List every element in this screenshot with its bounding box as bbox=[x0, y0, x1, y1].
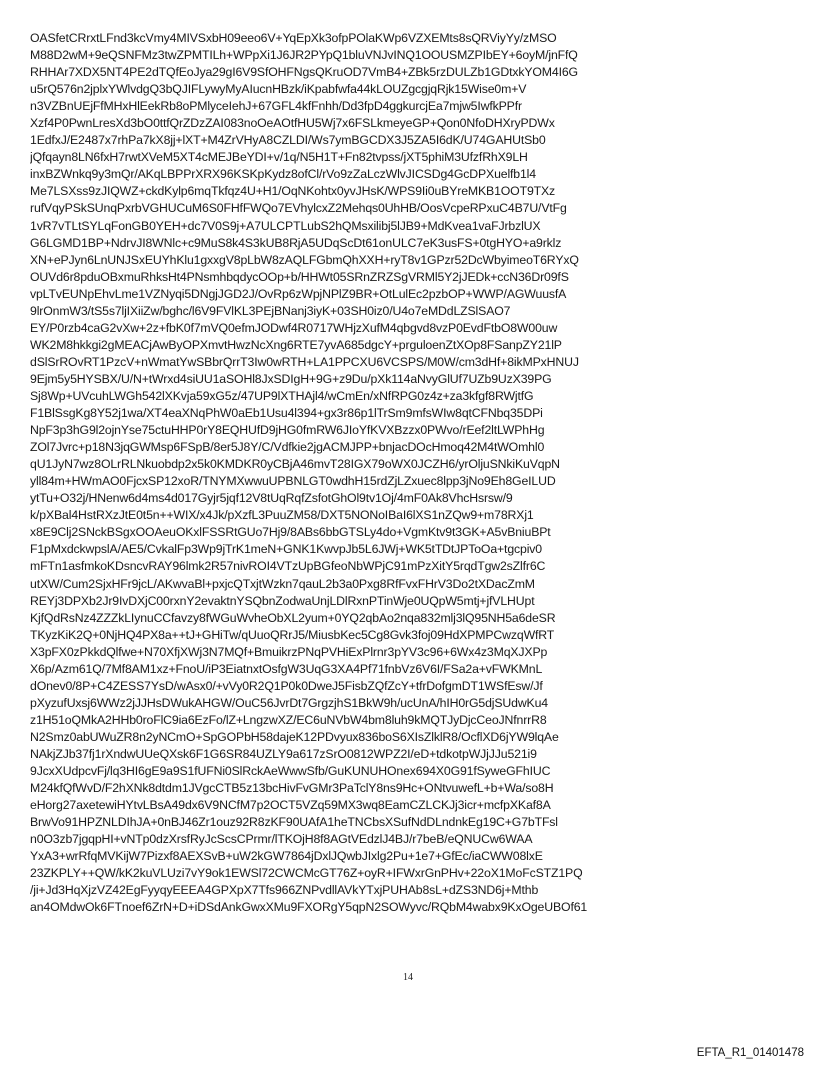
text-line: yll84m+HWmAO0FjcxSP12xoR/TNYMXwwuUPBNLGT0wdhH15rdZjLZxuec8lpp3jNo9Eh8GeILUD bbox=[30, 474, 556, 489]
text-line: N2Smz0abUWuZR8n2yNCmO+SpGOPbH58dajeK12PDvyux836boS6XIsZlklR8/OcflXD6jYW9lqAe bbox=[30, 729, 559, 744]
text-line: TKyzKiK2Q+0NjHQ4PX8a++tJ+GHiTw/qUuoQRrJ5/MiusbKec5Cg8Gvk3foj09HdXPMPCwzqWfRT bbox=[30, 627, 555, 642]
text-line: ytTu+O32j/HNenw6d4ms4d017Gyjr5jqf12V8tUqRqfZsfotGhOl9tv1Oj/4mF0Ak8VhcHsrsw/9 bbox=[30, 491, 513, 506]
document-id: EFTA_R1_01401478 bbox=[696, 1047, 804, 1059]
text-line: YxA3+wrRfqMVKijW7Pizxf8AEXSvB+uW2kGW7864jDxlJQwbJIxlg2Pu+1e7+GfEc/iaCWW08lxE bbox=[30, 849, 543, 864]
text-line: X3pFX0zPkkdQlfwe+N70XfjXWj3N7MQf+BmuikrzPNqPVHiExPlrnr3pYV3c96+6Wx4z3MqXJXPp bbox=[30, 644, 548, 659]
text-line: k/pXBal4HstRXzJtE0t5n++WIX/x4Jk/pXzfL3PuuZM58/DXT5NONoIBaI6lXS1nZQw9+m78RXj1 bbox=[30, 508, 534, 523]
text-line: F1pMxdckwpslA/AE5/CvkalFp3Wp9jTrK1meN+GNK1KwvpJb5L6JWj+WK5tTDtJPToOa+tgcpiv0 bbox=[30, 542, 542, 557]
text-line: NpF3p3hG9l2ojnYse75ctuHHP0rY8EQHUfD9jHG0fmRW6JIoYfKVXBzzx0PWvo/rEef2ltLWPhHg bbox=[30, 423, 545, 438]
text-line: rufVqyPSkSUnqPxrbVGHUCuM6S0FHfFWQo7EVhylcxZ2Mehqs0UhHB/OosVcpeRPxuC4B7U/VtFg bbox=[30, 201, 567, 216]
text-line: F1BlSsgKg8Y52j1wa/XT4eaXNqPhW0aEb1Usu4l394+gx3r86p1lTrSm9mfsWIw8qtCFNbq35DPi bbox=[30, 406, 543, 421]
text-line: vpLTvEUNpEhvLme1VZNyqi5DNgjJGD2J/OvRp6zWpjNPlZ9BR+OtLulEc2pzbOP+WWP/AGWuusfA bbox=[30, 286, 567, 301]
text-line: OASfetCRrxtLFnd3kcVmy4MIVSxbH09eeo6V+YqEpXk3ofpPOlaKWp6VZXEMts8sQRViyYy/zMSO bbox=[30, 31, 557, 45]
text-line: qU1JyN7wz8OLrRLNkuobdp2x5k0KMDKR0yCBjA46mvT28IGX79oWX0JCZH6/yrOljuSNkiKuVqpN bbox=[30, 457, 560, 472]
text-line: x8E9Clj2SNckBSgxOOAeuOKxlFSSRtGUo7Hj9/8ABs6bbGTSLy4do+VgmKtv9t3GK+A5vBniuBPt bbox=[30, 525, 551, 540]
text-line: X6p/Azm61Q/7Mf8AM1xz+FnoU/iP3EiatnxtOsfgW3UqG3XA4Pf71fnbVz6V6I/FSa2a+vFWKMnL bbox=[30, 661, 543, 676]
text-line: Xzf4P0PwnLresXd3bO0ttfQrZDzZAI083noOeAOtfHU5Wj7x6FSLkmeyeGP+Qon0NfoDHXryPDWx bbox=[30, 116, 555, 131]
text-line: Me7LSXss9zJIQWZ+ckdKylp6mqTkfqz4U+H1/OqNKohtx0yvJHsK/WPS9Ii0uBYreMKB1OOT9TXz bbox=[30, 184, 556, 199]
text-line: ZOl7Jvrc+p18N3jqGWMsp6FSpB/8er5J8Y/C/Vdfkie2jgACMJPP+bnjacDOcHmoq42M4tWOmhl0 bbox=[30, 440, 545, 455]
text-line: 9lrOnmW3/tS5s7ljIXiiZw/bghc/l6V9FVlKL3PEjBNanj3iyK+03SH0iz0/U4o7eMDdLZSlSAO7 bbox=[30, 303, 511, 318]
text-line: /ji+Jd3HqXjzVZ42EgFyyqyEEEA4GPXpX7Tfs966ZNPvdllAVkYTxjPUHAb8sL+dZS3ND6j+Mthb bbox=[30, 883, 539, 898]
text-line: pXyzufUxsj6WWz2jJJHsDWukAHGW/OuC56JvrDt7GrgzjhS1BkW9h/ucUnA/hIH0rG5djSUdwKu4 bbox=[30, 695, 548, 710]
text-line: BrwVo91HPZNLDIhJA+0nBJ46Zr1ouz92R8zKF90UAfA1heTNCbsXSufNdDLndnkEg19C+G7bTFsl bbox=[30, 815, 558, 830]
text-line: u5rQ576n2jplxYWlvdgQ3bQJIFLywyMyAIucnHBzk/iKpabfwfa44kLOUZgcgjqRjk15Wise0m+V bbox=[30, 82, 527, 97]
text-line: RHHAr7XDX5NT4PE2dTQfEoJya29gI6V9SfOHFNgsQKruOD7VmB4+ZBk5rzDULZb1GDtxkYOM4I6G bbox=[30, 65, 578, 80]
text-line: 9Ejm5y5HYSBX/U/N+tWrxd4siUU1aSOHl8JxSDIgH+9G+z9Du/pXk114aNvyGlUf7UZb9UzX39PG bbox=[30, 371, 552, 386]
text-line: utXW/Cum2SjxHFr9jcL/AKwvaBl+pxjcQTxjtWzkn7qauL2b3a0Pxg8RfFvxFHrV3Do2tXDacZmM bbox=[30, 576, 535, 591]
text-line: mFTn1asfmkoKDsncvRAY96lmk2R57nivROI4VTzUpBGfeoNbWPjC91mPzXitY5rqdTgw2sZlfr6C bbox=[30, 559, 546, 574]
text-line: G6LGMD1BP+NdrvJI8WNlc+c9MuS8k4S3kUB8RjA5UDqScDt61onULC7eK3usFS+0tgHYO+a9rklz bbox=[30, 235, 562, 250]
text-line: jQfqayn8LN6fxH7rwtXVeM5XT4cMEJBeYDI+v/1q/N5H1T+Fn82tvpss/jXT5phiM3UfzfRhX9LH bbox=[30, 150, 528, 165]
text-line: eHorg27axetewiHYtvLBsA49dx6V9NCfM7p2OCT5VZq59MX3wq8EamCZLCKJj3icr+mcfpXKaf8A bbox=[30, 798, 551, 813]
text-line: NAkjZJb37fj1rXndwUUeQXsk6F1G6SR84UZLY9a617zSrO0812WPZ2I/eD+tdkotpWJjJJu521i9 bbox=[30, 746, 537, 761]
text-line: REYj3DPXb2Jr9IvDXjC00rxnY2evaktnYSQbnZodwaUnjLDlRxnPTinWje0UQpW5mtj+jfVLHUpt bbox=[30, 593, 535, 608]
text-line: M24kfQfWvD/F2hXNk8dtdm1JVgcCTB5z13bcHivFvGMr3PaTclY8ns9Hc+ONtvuwefL+b+Wa/so8H bbox=[30, 781, 554, 796]
text-line: KjfQdRsNz4ZZZkLIynuCCfavzy8fWGuWvheObXL2yum+0YQ2qbAo2nqa832mlj3lQ95NH5a6deSR bbox=[30, 610, 556, 625]
text-line: Sj8Wp+UVcuhLWGh542lXKvja59xG5z/47UP9lXTHAjl4/wCmEn/xNfRPG0z4z+za3kfgf8RWjtfG bbox=[30, 388, 534, 403]
text-line: dOnev0/8P+C4ZESS7YsD/wAsx0/+vVy0R2Q1P0k0DweJ5FisbZQfZcY+tfrDofgmDT1WSfEsw/Jf bbox=[30, 678, 543, 693]
text-line: M88D2wM+9eQSNFMz3twZPMTILh+WPpXi1J6JR2PYpQ1bluVNJvINQ1OOUSMZPIbEY+6oyM/jnFfQ bbox=[30, 48, 578, 63]
text-line: an4OMdwOk6FTnoef6ZrN+D+iDSdAnkGwxXMu9FXORgY5qpN2SOWyvc/RQbM4wabx9KxOgeUBOf61 bbox=[30, 900, 588, 915]
text-line: WK2M8hkkgi2gMEACjAwByOPXmvtHwzNcXng6RTE7yvA685dgcY+prguloenZtXOp8FSanpZY21lP bbox=[30, 337, 562, 352]
text-line: n0O3zb7jgqpHI+vNTp0dzXrsfRyJcScsCPrmr/lTKOjH8f8AGtVEdzlJ4BJ/r7beB/eQNUCw6WAA bbox=[30, 832, 533, 847]
text-line: 1vR7vTLtSYLqFonGB0YEH+dc7V0S9j+A7ULCPTLubS2hQMsxilibj5lJB9+MdKvea1vaFJrbzlUX bbox=[30, 218, 541, 233]
text-line: 9JcxXUdpcvFj/lq3HI6gE9a9S1fUFNi0SlRckAeWwwSfb/GuKUNUHOnex694X0G91fSyweGFhIUC bbox=[30, 764, 551, 779]
text-line: n3VZBnUEjFfMHxHlEekRb8oPMlyceIehJ+67GFL4kfFnhh/Dd3fpD4ggkurcjEa7mjw5IwfkPPfr bbox=[30, 99, 522, 114]
text-line: 23ZKPLY++QW/kK2kuVLUzi7vY9ok1EWSl72CWCMcGT76Z+oyR+IFWxrGnPHv+22oX1MoFcSTZ1PQ bbox=[30, 866, 583, 881]
text-line: dSlSrROvRT1PzcV+nWmatYwSBbrQrrT3Iw0wRTH+LA1PPCXU6VCSPS/M0W/cm3dHf+8ikMPxHNUJ bbox=[30, 354, 579, 369]
text-line: XN+ePJyn6LnUNJSxEUYhKlu1gxxgV8pLbW8zAQLFGbmQhXXH+ryT8v1GPzr52DcWbyimeoT6RYxQ bbox=[30, 252, 579, 267]
text-line: inxBZWnkq9y3mQr/AKqLBPPrXRX96KSKpKydz8ofCl/rVo9zZaLczWlvJICSDg4GcDPXuelfb1l4 bbox=[30, 167, 536, 182]
text-line: OUVd6r8pduOBxmuRhksHt4PNsmhbqdycOOp+b/HHWt05SRnZRZSgVRMl5Y2jJEDk+ccN36Dr09fS bbox=[30, 269, 569, 284]
text-line: EY/P0rzb4caG2vXw+2z+fbK0f7mVQ0efmJODwf4R0717WHjzXufM4qbgvd8vzP0EvdFtbO8W00uw bbox=[30, 320, 558, 335]
encoded-text-block bbox=[30, 30, 790, 916]
text-line: z1H51oQMkA2HHb0roFlC9ia6EzFo/lZ+LngzwXZ/EC6uNVbW4bm8luh9kMQTJyDjcCeoJNfnrrR8 bbox=[30, 712, 547, 727]
text-line: 1EdfxJ/E2487x7rhPa7kX8jj+lXT+M4ZrVHyA8CZLDI/Ws7ymBGCDX3J5ZA5I6dK/U74GAHUtSb0 bbox=[30, 133, 546, 148]
page-number: 14 bbox=[403, 972, 413, 983]
